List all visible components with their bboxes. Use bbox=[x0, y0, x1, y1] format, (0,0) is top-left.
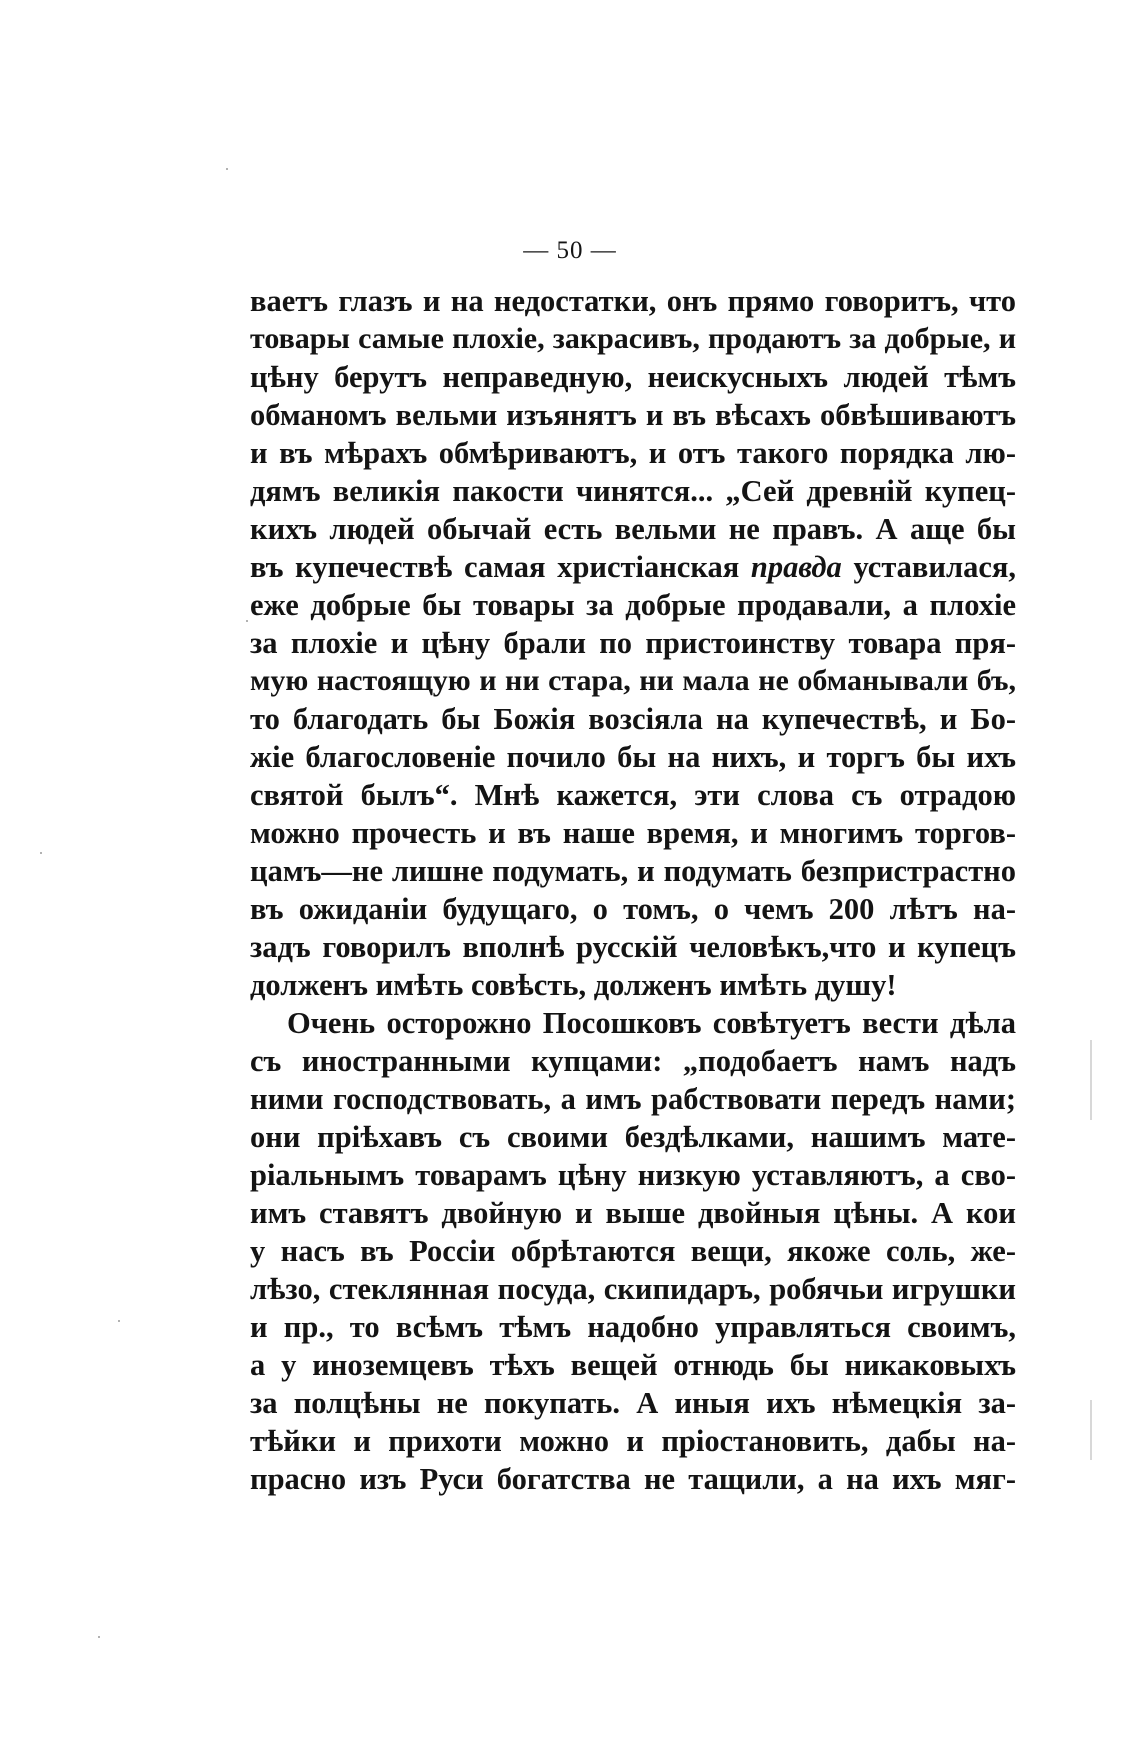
text-line: цамъ—не лишне подумать, и подумать безпристрастно bbox=[250, 854, 1016, 888]
text-line: и пр., то всѣмъ тѣмъ надобно управляться своимъ, bbox=[250, 1310, 1016, 1344]
scan-speck bbox=[40, 852, 42, 854]
paragraph-start-line: Очень осторожно Посошковъ совѣтуетъ вести дѣла bbox=[287, 1006, 1016, 1040]
scan-edge-mark bbox=[1090, 1040, 1092, 1120]
text-line: дямъ великія пакости чинятся... „Сей древній купец- bbox=[250, 474, 1016, 508]
scan-speck bbox=[246, 620, 248, 622]
scan-speck bbox=[118, 1320, 120, 1322]
text-line: за полцѣны не покупать. А иныя ихъ нѣмецкія за- bbox=[250, 1386, 1016, 1420]
text-line: задъ говорилъ вполнѣ русскій человѣкъ,что и купецъ bbox=[250, 930, 1016, 964]
text-line: обманомъ вельми изъянятъ и въ вѣсахъ обвѣшиваютъ bbox=[250, 398, 1016, 432]
text-line: они пріѣхавъ съ своими бездѣлками, нашимъ мате- bbox=[250, 1120, 1016, 1154]
text-line: можно прочесть и въ наше время, и многимъ торгов- bbox=[250, 816, 1016, 850]
text-line: съ иностранными купцами: „подобаетъ намъ надъ bbox=[250, 1044, 1016, 1078]
text-line: за плохіе и цѣну брали по пристоинству товара пря- bbox=[250, 626, 1016, 660]
text-line: у насъ въ Россіи обрѣтаются вещи, якоже соль, же- bbox=[250, 1234, 1016, 1268]
page-number: — 50 — bbox=[523, 237, 617, 264]
text-line: еже добрые бы товары за добрые продавали, а плохіе bbox=[250, 588, 1016, 622]
text-line: прасно изъ Руси богатства не тащили, а на ихъ мяг- bbox=[250, 1462, 1016, 1496]
text-line: въ ожиданіи будущаго, о томъ, о чемъ 200 лѣтъ на- bbox=[250, 892, 1016, 926]
text-line: товары самые плохіе, закрасивъ, продаютъ за добрые, и bbox=[250, 322, 1016, 355]
text-line: тѣйки и прихоти можно и пріостановить, дабы на- bbox=[250, 1424, 1016, 1458]
scan-edge-mark bbox=[1090, 1400, 1092, 1460]
text-line: имъ ставятъ двойную и выше двойныя цѣны. А кои bbox=[250, 1196, 1016, 1230]
body-text bbox=[250, 282, 1016, 1498]
scan-speck bbox=[98, 1636, 100, 1638]
text-line: лѣзо, стеклянная посуда, скипидаръ, робячьи игрушки bbox=[250, 1272, 1016, 1306]
text-line: ріальнымъ товарамъ цѣну низкую уставляютъ, а сво- bbox=[250, 1158, 1016, 1192]
text-line: мую настоящую и ни стара, ни мала не обманывали бъ, bbox=[250, 664, 1016, 697]
text-line: жіе благословеніе почило бы на нихъ, и торгъ бы ихъ bbox=[250, 740, 1016, 774]
text-line: и въ мѣрахъ обмѣриваютъ, и отъ такого порядка лю- bbox=[250, 436, 1016, 470]
text-line: а у иноземцевъ тѣхъ вещей отнюдь бы никаковыхъ bbox=[250, 1348, 1016, 1382]
text-line: ними господствовать, а имъ рабствовати передъ нами; bbox=[250, 1082, 1016, 1116]
text-line: ваетъ глазъ и на недостатки, онъ прямо говоритъ, что bbox=[250, 284, 1016, 318]
text-line: то благодать бы Божія возсіяла на купечествѣ, и Бо- bbox=[250, 702, 1016, 736]
paragraph-end-line: долженъ имѣть совѣсть, долженъ имѣть душу! bbox=[250, 968, 897, 1002]
text-line: цѣну берутъ неправедную, неискусныхъ людей тѣмъ bbox=[250, 360, 1016, 394]
text-line: святой былъ“. Мнѣ кажется, эти слова съ отрадою bbox=[250, 778, 1016, 812]
scan-speck bbox=[226, 168, 228, 170]
text-line-with-emphasis: въ купечествѣ самая христіанская правда уставилася, bbox=[250, 550, 1016, 584]
text-line: кихъ людей обычай есть вельми не правъ. А аще бы bbox=[250, 512, 1016, 546]
emphasized-word: правда bbox=[750, 550, 842, 584]
